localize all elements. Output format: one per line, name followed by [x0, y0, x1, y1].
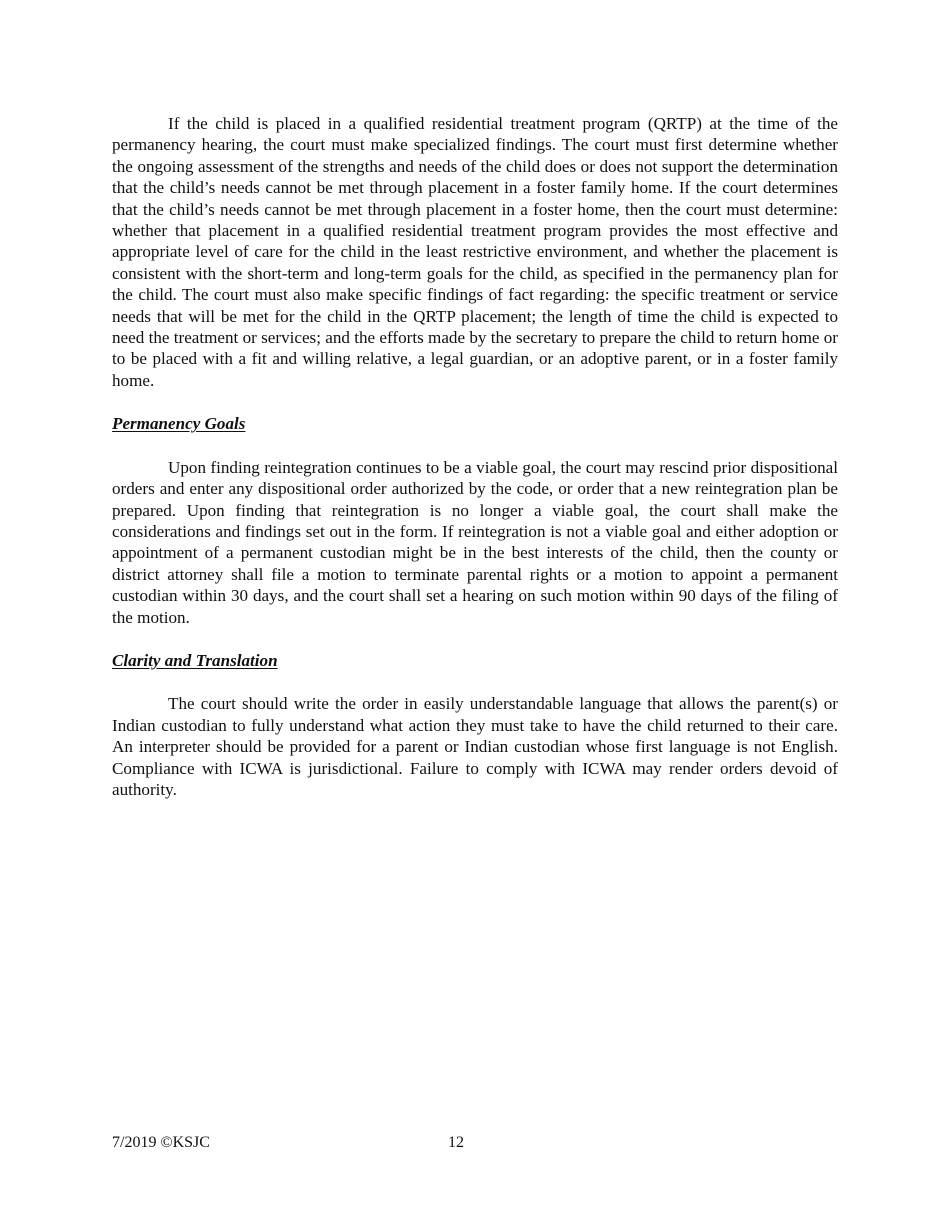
clarity-translation-paragraph: The court should write the order in easily understandable language that allows the parent(s) or Indian custodian to fully understand what action they must take to have the child returned to their care. An interpreter should be provided for a parent or Indian custodian whose first language is not English. Compliance with ICWA is jurisdictional. Failure to comply with ICWA may render orders devoid of authority.	[112, 694, 838, 799]
footer-date-copyright: 7/2019 ©KSJC	[112, 1134, 210, 1151]
footer-page-number: 12	[448, 1134, 464, 1151]
clarity-translation-section	[112, 650, 838, 800]
permanency-goals-section	[112, 413, 838, 628]
qrtp-paragraph: If the child is placed in a qualified residential treatment program (QRTP) at the time of the permanency hearing, the court must make specialized findings. The court must first determine whether the ongoing assessment of the strengths and needs of the child does or does not support the determination that the child’s needs cannot be met through placement in a foster family home. If the court determines that the child’s needs cannot be met through placement in a foster home, then the court must determine: whether that placement in a qualified residential treatment program provides the most effective and appropriate level of care for the child in the least restrictive environment, and whether the placement is consistent with the short-term and long-term goals for the child, as specified in the permanency plan for the child. The court must also make specific findings of fact regarding: the specific treatment or service needs that will be met for the child in the QRTP placement; the length of time the child is expected to need the treatment or services; and the efforts made by the secretary to prepare the child to return home or to be placed with a fit and willing relative, a legal guardian, or an adoptive parent, or in a foster family home.	[112, 114, 838, 390]
section-heading-clarity-translation: Clarity and Translation	[112, 650, 278, 670]
page-footer	[112, 1132, 838, 1154]
spacer	[112, 435, 838, 457]
spacer	[112, 391, 838, 413]
spacer	[112, 671, 838, 693]
document-body	[112, 113, 838, 800]
spacer	[112, 628, 838, 650]
permanency-goals-paragraph: Upon finding reintegration continues to be a viable goal, the court may rescind prior dispositional orders and enter any dispositional order authorized by the code, or order that a new reintegration plan be prepared. Upon finding that reintegration is no longer a viable goal, the court shall make the considerations and findings set out in the form. If reintegration is not a viable goal and either adoption or appointment of a permanent custodian might be in the best interests of the child, then the county or district attorney shall file a motion to terminate parental rights or a motion to appoint a permanent custodian within 30 days, and the court shall set a hearing on such motion within 90 days of the filing of the motion.	[112, 457, 838, 627]
section-heading-permanency-goals: Permanency Goals	[112, 414, 246, 434]
